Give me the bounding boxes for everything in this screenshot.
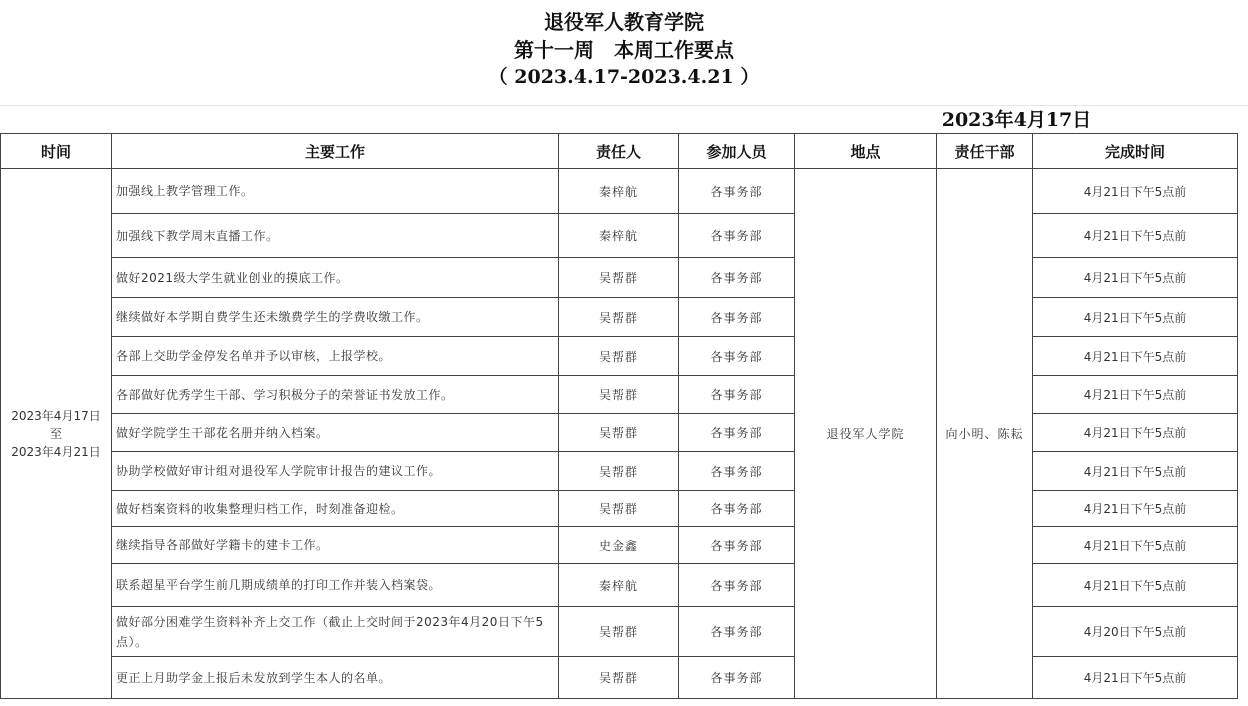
owner-cell: 吴帮群	[559, 376, 679, 414]
owner-cell: 吴帮群	[559, 258, 679, 298]
due-cell: 4月21日下午5点前	[1033, 214, 1238, 258]
owner-cell: 吴帮群	[559, 452, 679, 491]
participants-cell: 各事务部	[679, 564, 795, 607]
period-end: 2023年4月21日	[11, 444, 101, 459]
report-date: 2023年4月17日	[941, 109, 1092, 131]
table-row	[1, 337, 1238, 376]
column-header-task: 主要工作	[112, 134, 559, 169]
table-row	[1, 607, 1238, 657]
period-cell	[1, 169, 112, 699]
participants-cell: 各事务部	[679, 337, 795, 376]
table-row	[1, 414, 1238, 452]
task-cell: 各部做好优秀学生干部、学习积极分子的荣誉证书发放工作。	[112, 376, 559, 414]
owner-cell: 吴帮群	[559, 491, 679, 527]
table-row	[1, 376, 1238, 414]
table-row	[1, 298, 1238, 337]
work-plan-table	[0, 133, 1238, 699]
owner-cell: 吴帮群	[559, 414, 679, 452]
participants-cell: 各事务部	[679, 527, 795, 564]
due-cell: 4月21日下午5点前	[1033, 527, 1238, 564]
task-cell: 做好学院学生干部花名册并纳入档案。	[112, 414, 559, 452]
task-cell: 继续指导各部做好学籍卡的建卡工作。	[112, 527, 559, 564]
period-to: 至	[49, 426, 62, 441]
date-range-title: （ 2023.4.17-2023.4.21 ）	[488, 66, 760, 88]
task-cell: 协助学校做好审计组对退役军人学院审计报告的建议工作。	[112, 452, 559, 491]
task-cell: 加强线上教学管理工作。	[112, 169, 559, 214]
document-title: 退役军人教育学院	[544, 10, 704, 34]
task-cell: 各部上交助学金停发名单并予以审核，上报学校。	[112, 337, 559, 376]
due-cell: 4月21日下午5点前	[1033, 564, 1238, 607]
owner-cell: 吴帮群	[559, 607, 679, 657]
table-body	[1, 169, 1238, 699]
column-header-owner: 责任人	[559, 134, 679, 169]
participants-cell: 各事务部	[679, 607, 795, 657]
task-cell: 加强线下教学周末直播工作。	[112, 214, 559, 258]
table-row	[1, 169, 1238, 214]
due-cell: 4月21日下午5点前	[1033, 452, 1238, 491]
due-cell: 4月21日下午5点前	[1033, 337, 1238, 376]
table-row	[1, 564, 1238, 607]
participants-cell: 各事务部	[679, 258, 795, 298]
column-header-cadre: 责任干部	[937, 134, 1033, 169]
task-cell: 做好档案资料的收集整理归档工作，时刻准备迎检。	[112, 491, 559, 527]
task-cell: 做好部分困难学生资料补齐上交工作（截止上交时间于2023年4月20日下午5点）。	[112, 607, 559, 657]
participants-cell: 各事务部	[679, 452, 795, 491]
owner-cell: 秦梓航	[559, 214, 679, 258]
table-row	[1, 452, 1238, 491]
task-cell: 联系超星平台学生前几期成绩单的打印工作并装入档案袋。	[112, 564, 559, 607]
owner-cell: 史金鑫	[559, 527, 679, 564]
due-cell: 4月21日下午5点前	[1033, 376, 1238, 414]
week-title: 第十一周 本周工作要点	[514, 38, 734, 62]
cadre-cell: 向小明、陈耘	[937, 169, 1033, 699]
participants-cell: 各事务部	[679, 376, 795, 414]
due-cell: 4月21日下午5点前	[1033, 657, 1238, 699]
participants-cell: 各事务部	[679, 214, 795, 258]
column-header-due: 完成时间	[1033, 134, 1238, 169]
table-header-row	[1, 134, 1238, 169]
due-cell: 4月21日下午5点前	[1033, 414, 1238, 452]
column-header-time: 时间	[1, 134, 112, 169]
column-header-location: 地点	[795, 134, 937, 169]
table-row	[1, 527, 1238, 564]
due-cell: 4月21日下午5点前	[1033, 491, 1238, 527]
task-cell: 做好2021级大学生就业创业的摸底工作。	[112, 258, 559, 298]
header-divider	[0, 105, 1248, 106]
owner-cell: 秦梓航	[559, 564, 679, 607]
period-start: 2023年4月17日	[11, 408, 101, 423]
due-cell: 4月21日下午5点前	[1033, 298, 1238, 337]
owner-cell: 吴帮群	[559, 657, 679, 699]
owner-cell: 吴帮群	[559, 298, 679, 337]
participants-cell: 各事务部	[679, 491, 795, 527]
participants-cell: 各事务部	[679, 298, 795, 337]
table-row	[1, 258, 1238, 298]
participants-cell: 各事务部	[679, 657, 795, 699]
column-header-participants: 参加人员	[679, 134, 795, 169]
due-cell: 4月21日下午5点前	[1033, 169, 1238, 214]
owner-cell: 吴帮群	[559, 337, 679, 376]
due-cell: 4月20日下午5点前	[1033, 607, 1238, 657]
task-cell: 更正上月助学金上报后未发放到学生本人的名单。	[112, 657, 559, 699]
location-cell: 退役军人学院	[795, 169, 937, 699]
participants-cell: 各事务部	[679, 414, 795, 452]
due-cell: 4月21日下午5点前	[1033, 258, 1238, 298]
table-row	[1, 657, 1238, 699]
table-row	[1, 491, 1238, 527]
participants-cell: 各事务部	[679, 169, 795, 214]
owner-cell: 秦梓航	[559, 169, 679, 214]
table-row	[1, 214, 1238, 258]
task-cell: 继续做好本学期自费学生还未缴费学生的学费收缴工作。	[112, 298, 559, 337]
